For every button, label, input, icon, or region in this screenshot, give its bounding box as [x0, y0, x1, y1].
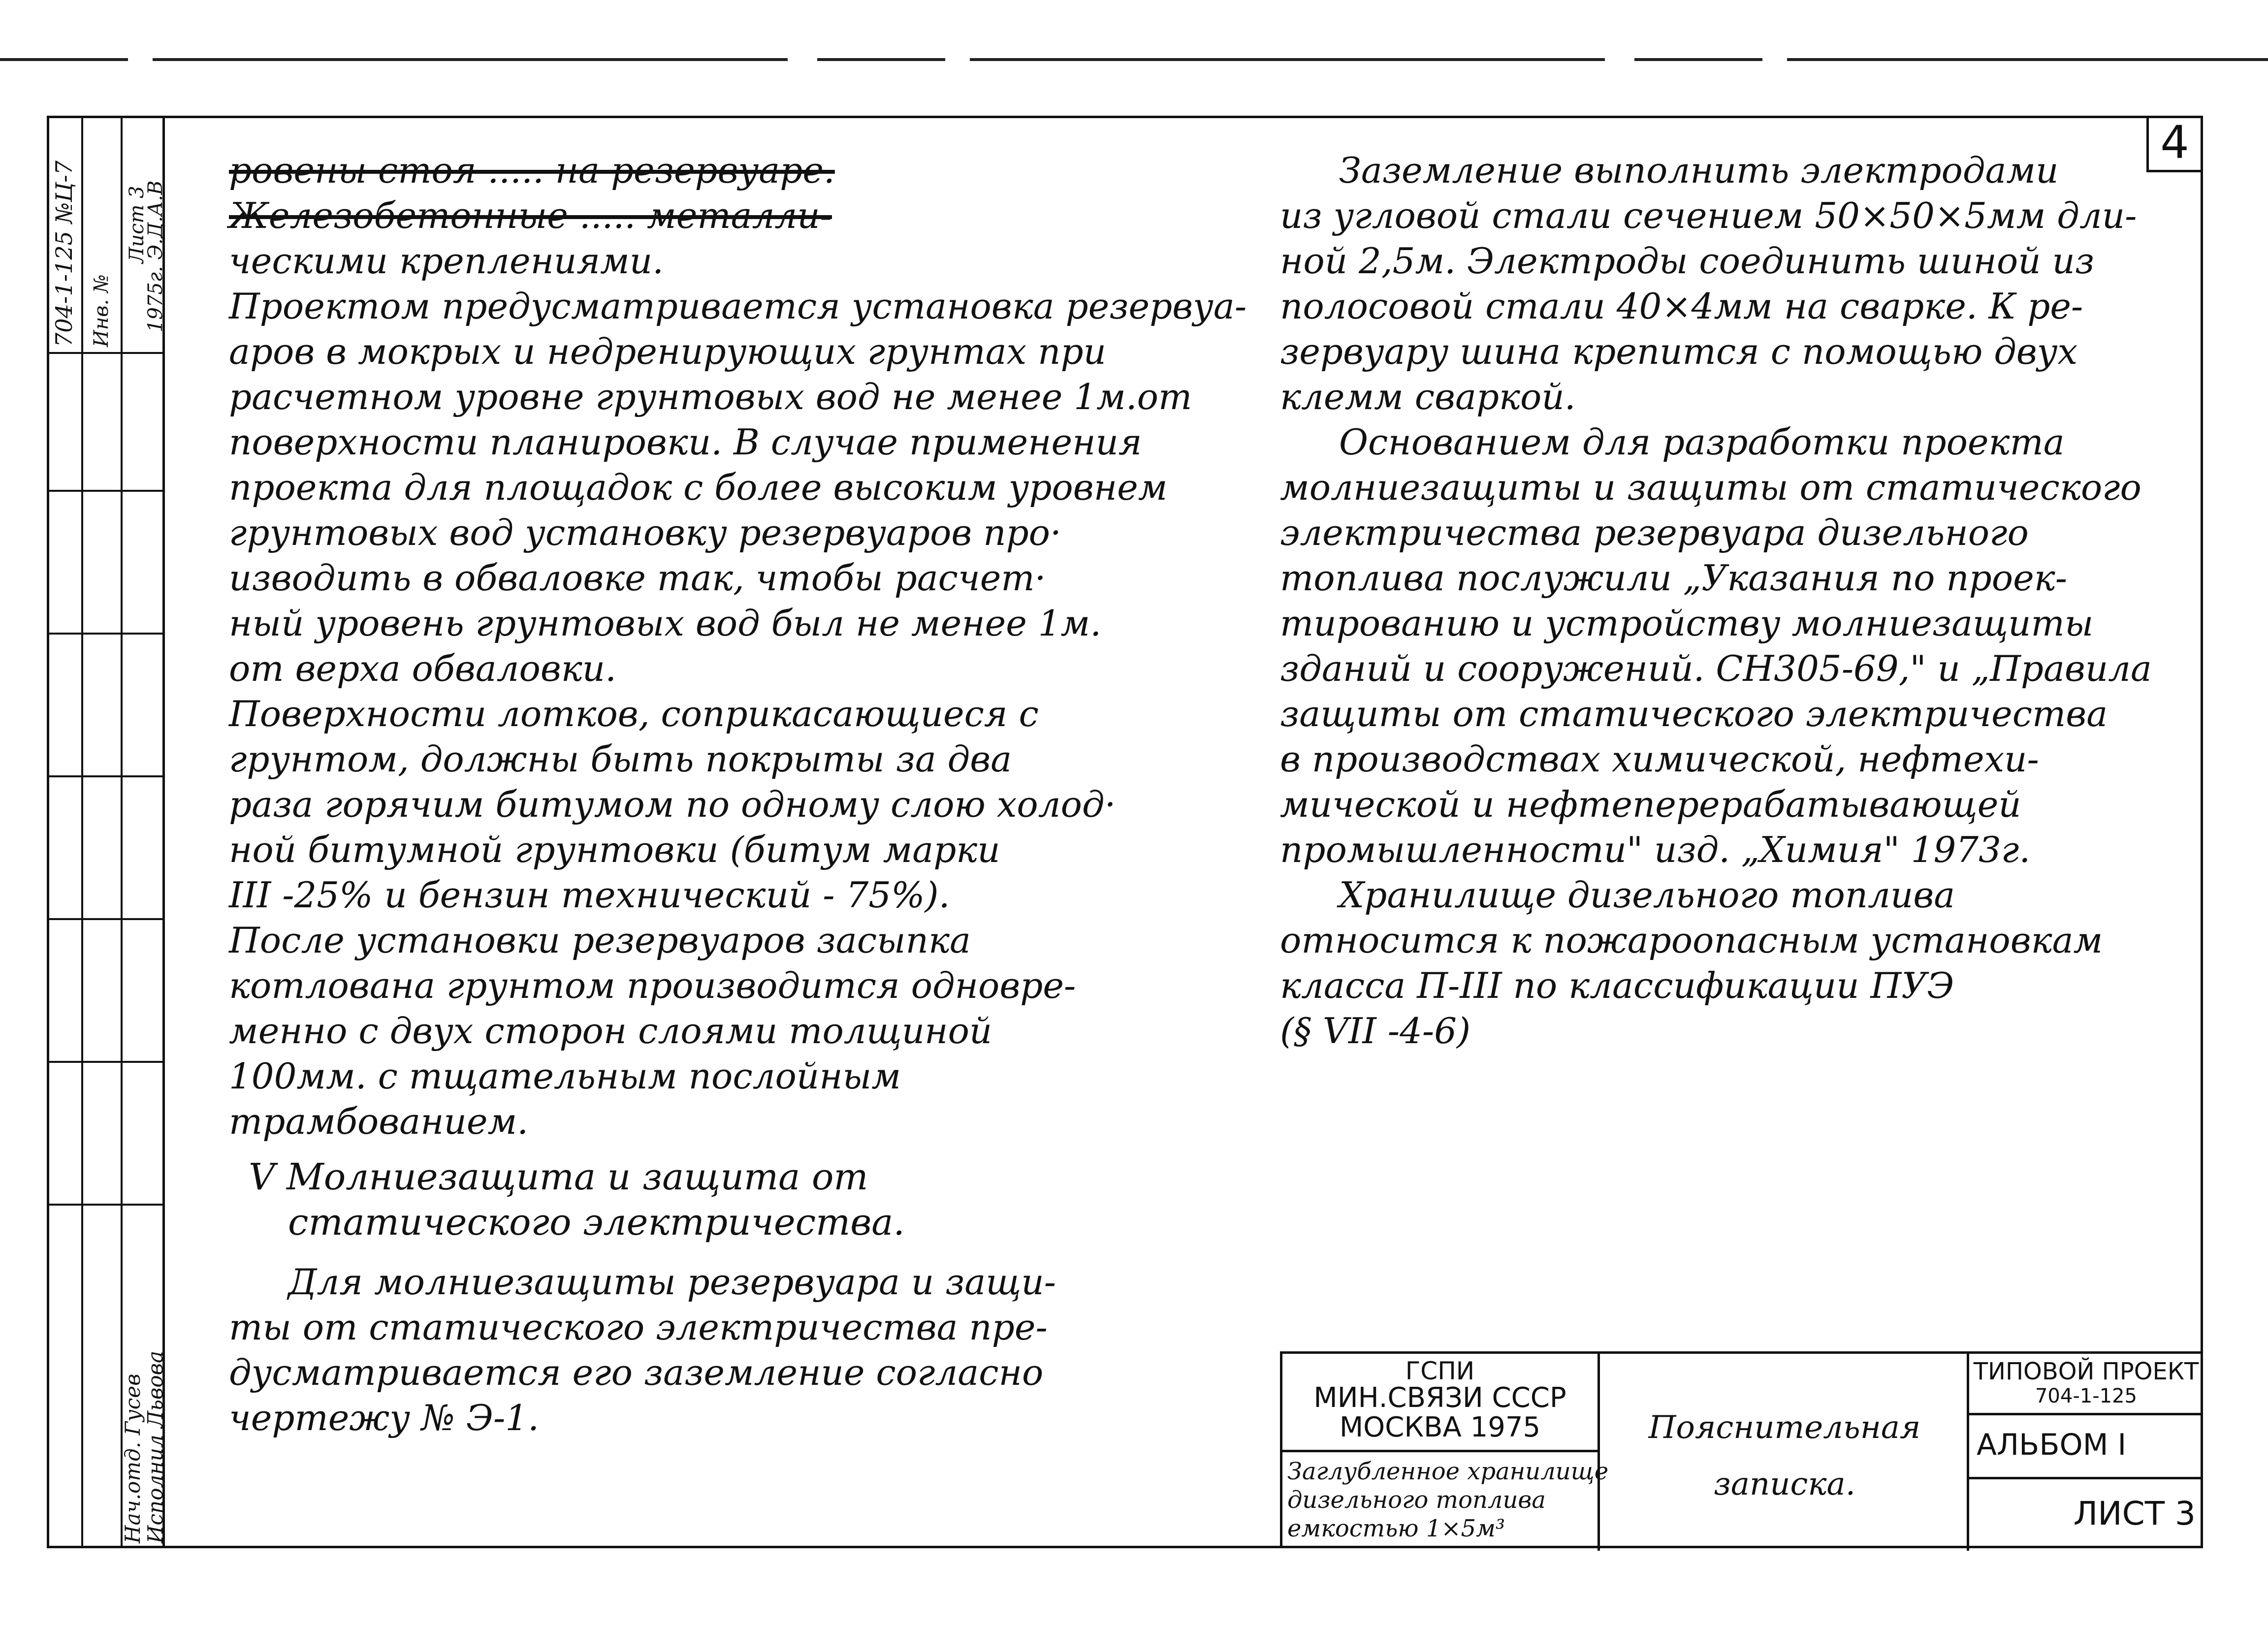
org-line: ГСПИ [1405, 1357, 1475, 1385]
section-heading: статического электричества. [288, 1201, 905, 1244]
left-tail-lines [229, 1259, 1218, 1440]
strip-row-divider [47, 1061, 162, 1063]
text-line: раза горячим битумом по одному слою холод· [229, 784, 1116, 825]
text-line: ной 2,5м. Электроды соединить шиной из [1280, 240, 2095, 282]
text-line: Железобетонные ..... металли- [229, 195, 832, 236]
text-line: Хранилище дизельного топлива [1339, 874, 1955, 916]
album-number: АЛЬБОМ I [1977, 1428, 2127, 1462]
strip-row-divider [47, 775, 162, 777]
text-line: полосовой стали 40×4мм на сварке. К ре- [1280, 286, 2083, 327]
document-title: записка. [1713, 1466, 1856, 1502]
text-line: После установки резервуаров засыпка [229, 920, 971, 961]
text-line: мической и нефтеперерабатывающей [1280, 784, 2021, 825]
strip-entry: 704-1-125 №Ц-7 [51, 160, 77, 347]
text-line: в производствах химической, нефтехи- [1280, 738, 2039, 780]
text-line: Поверхности лотков, соприкасающиеся с [229, 693, 1039, 734]
text-line: трамбованием. [229, 1101, 529, 1142]
text-line: зервуару шина крепится с помощью двух [1280, 331, 2078, 372]
text-line: аров в мокрых и недренирующих грунтах при [229, 331, 1106, 372]
signature-entry: Исполнил Львова [143, 1350, 167, 1543]
text-line: относится к пожароопасным установкам [1280, 920, 2103, 961]
top-border-dashes [0, 58, 2268, 61]
title-block-divider [1967, 1413, 2203, 1415]
strip-entry: Инв. № [90, 274, 113, 347]
text-line: Заземление выполнить электродами [1339, 150, 2059, 191]
title-block-divider [1597, 1354, 1600, 1551]
strip-row-divider [47, 490, 162, 492]
strip-column-divider [81, 116, 83, 1548]
text-line: проекта для площадок с более высоким уровнем [229, 467, 1168, 508]
text-line: Основанием для разработки проекта [1339, 421, 2065, 463]
text-line: чертежу № Э-1. [229, 1397, 539, 1438]
right-paragraph-lines [1280, 148, 2181, 1053]
text-line: клемм сваркой. [1280, 376, 1576, 417]
text-line: расчетном уровне грунтовых вод не менее 1м.от [229, 376, 1192, 417]
text-line: грунтовых вод установку резервуаров про· [229, 512, 1061, 553]
text-line: Для молниезащиты резервуара и защи- [288, 1261, 1056, 1303]
sheet-corner-number: 4 [2146, 118, 2201, 172]
text-line: тированию и устройству молниезащиты [1280, 603, 2094, 644]
title-block [1280, 1351, 2201, 1548]
text-line: класса П-III по классификации ПУЭ [1280, 965, 1954, 1006]
text-line: топлива послужили „Указания по проек- [1280, 557, 2068, 599]
text-line: изводить в обваловке так, чтобы расчет· [229, 557, 1046, 599]
text-line: ровены стоя ..... на резервуаре. [229, 150, 835, 191]
strip-row-divider [47, 1204, 162, 1206]
strip-row-divider [47, 918, 162, 920]
project-label: ТИПОВОЙ ПРОЕКТ [1973, 1358, 2199, 1385]
document-title: Пояснительная [1648, 1409, 1921, 1446]
strip-row-divider [47, 633, 162, 635]
text-line: промышленности" изд. „Химия" 1973г. [1280, 829, 2031, 870]
text-line: зданий и сооружений. СН305-69," и „Правила [1280, 648, 2152, 689]
object-line: емкостью 1×5м³ [1287, 1515, 1505, 1542]
object-line: Заглубленное хранилище [1287, 1458, 1609, 1485]
project-code: 704-1-125 [2035, 1385, 2137, 1407]
left-paragraph-lines [229, 148, 1247, 1144]
text-line: грунтом, должны быть покрыты за два [229, 738, 1012, 780]
text-line: 100мм. с тщательным послойным [229, 1055, 901, 1097]
object-line: дизельного топлива [1287, 1486, 1546, 1514]
text-line: III -25% и бензин технический - 75%). [229, 874, 950, 916]
strip-row-divider [47, 352, 162, 354]
title-block-divider [1282, 1450, 1597, 1452]
text-line: дусматривается его заземление согласно [229, 1352, 1044, 1393]
text-line: молниезащиты и защиты от статического [1280, 467, 2141, 508]
text-line: из угловой стали сечением 50×50×5мм дли- [1280, 195, 2137, 236]
text-line: ты от статического электричества пре- [229, 1307, 1048, 1348]
strip-column-divider [121, 116, 123, 1548]
left-text-column [229, 148, 1247, 1440]
text-line: менно с двух сторон слоями толщиной [229, 1010, 992, 1052]
sheet-number: ЛИСТ 3 [2073, 1495, 2196, 1532]
text-line: защиты от статического электричества [1280, 693, 2108, 734]
title-block-divider [1967, 1477, 2203, 1479]
text-line: котлована грунтом производится одновре- [229, 965, 1076, 1006]
org-line: МИН.СВЯЗИ СССР [1313, 1382, 1566, 1414]
text-line: Проектом предусматривается установка резервуа- [229, 286, 1247, 327]
strip-entry: 1975г. Э.Д.А.В [144, 180, 167, 332]
signature-entry: Нач.отд. Гусев [121, 1373, 145, 1543]
text-line: ческими креплениями. [229, 240, 664, 282]
text-line: ный уровень грунтовых вод был не менее 1м. [229, 603, 1102, 644]
left-stamp-strip [47, 116, 165, 1548]
text-line: электричества резервуара дизельного [1280, 512, 2029, 553]
text-line: поверхности планировки. В случае применения [229, 421, 1142, 463]
text-line: ной битумной грунтовки (битум марки [229, 829, 1000, 870]
strip-entry: Лист 3 [126, 186, 148, 263]
section-heading: V Молниезащита и защита от [249, 1156, 868, 1198]
text-line: от верха обваловки. [229, 648, 617, 689]
text-line: (§ VII -4-6) [1280, 1010, 1471, 1052]
right-text-column [1280, 148, 2181, 1053]
org-line: МОСКВА 1975 [1339, 1411, 1541, 1443]
